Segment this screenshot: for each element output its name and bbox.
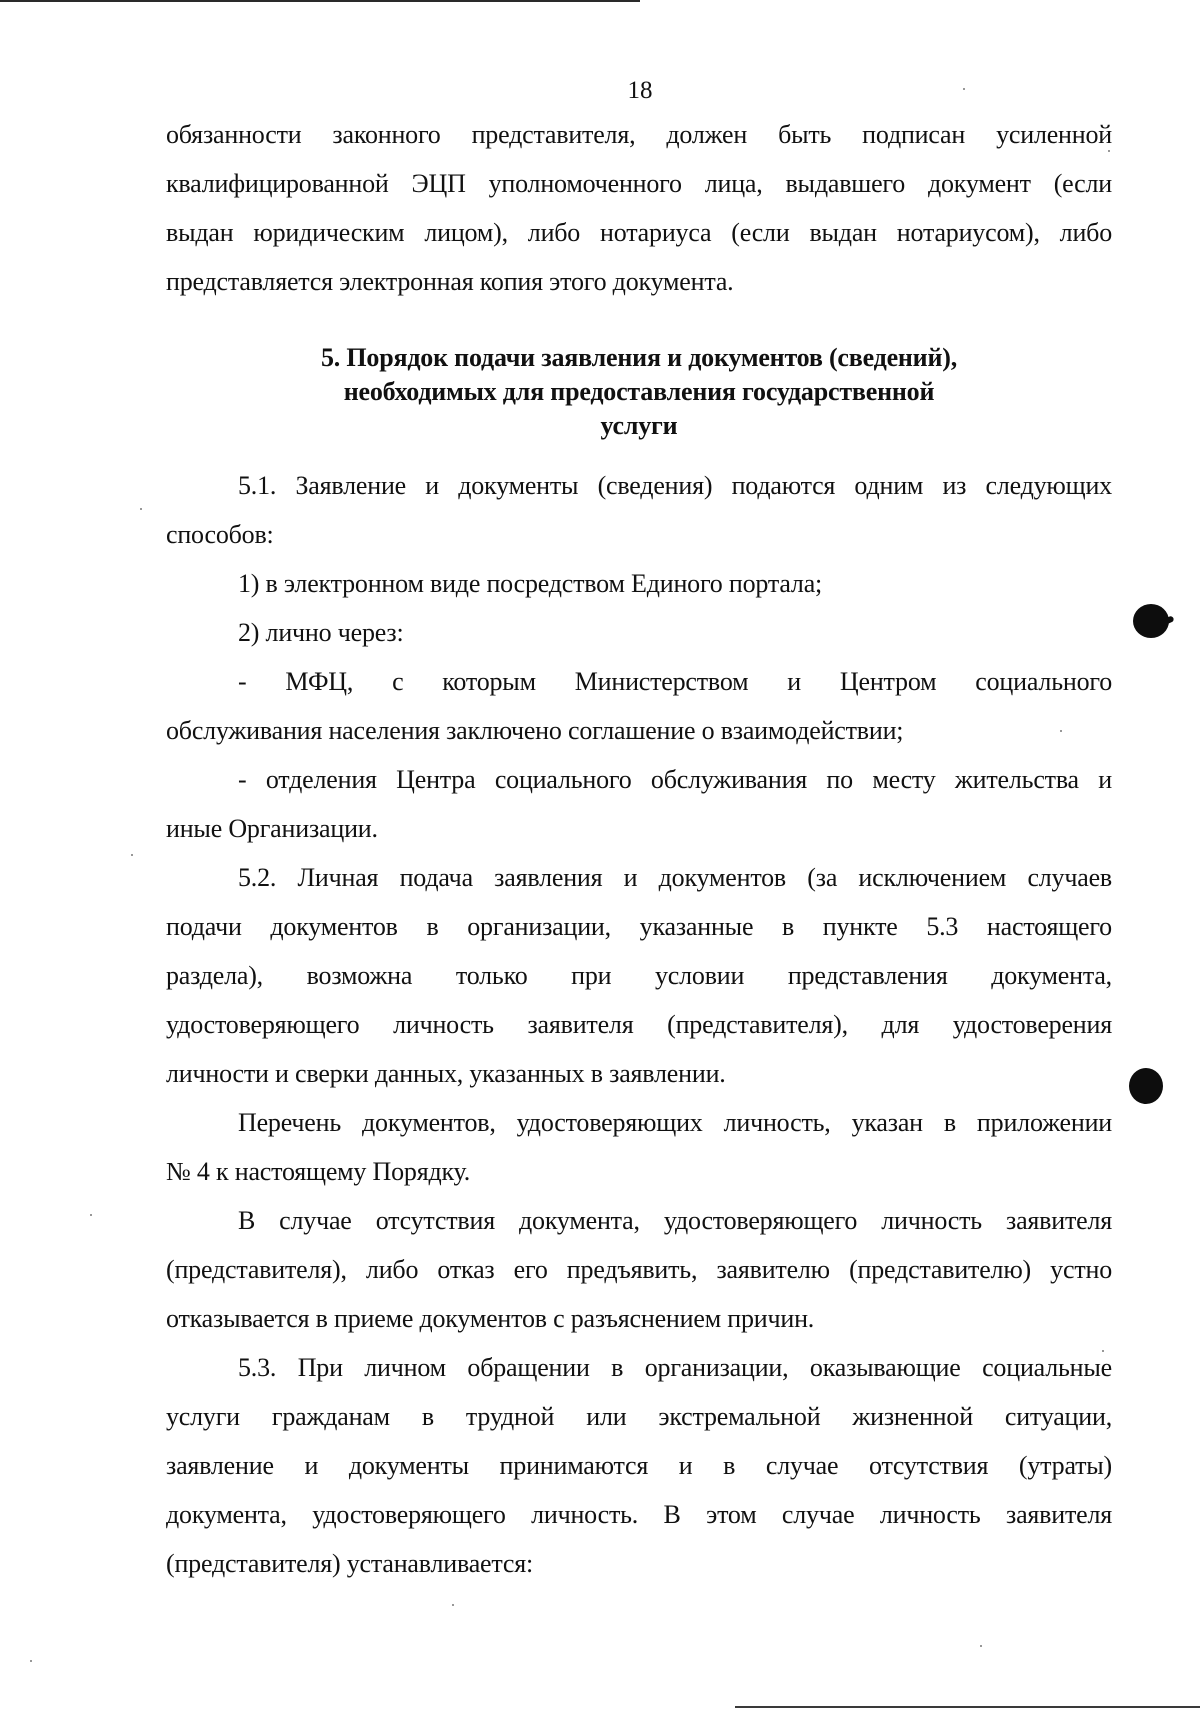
text-line: представляется электронная копия этого документа. [166, 267, 734, 296]
scan-speck [963, 88, 965, 90]
paragraph-absence-line: отказывается в приеме документов с разъяснением причин. [166, 1304, 815, 1333]
scan-speck [980, 1645, 982, 1647]
punch-hole-blot [1129, 1068, 1163, 1104]
paragraph-5-2-line: 5.2. Личная подача заявления и документов (за исключением случаев [238, 863, 1112, 892]
heading-line: 5. Порядок подачи заявления и документов (сведений), [320, 343, 958, 372]
list-item-centers-line: - отделения Центра социального обслуживания по месту жительства и [238, 765, 1112, 794]
text-line: выдан юридическим лицом), либо нотариуса (если выдан нотариусом), либо [166, 218, 1112, 247]
text-line: квалифицированной ЭЦП уполномоченного лица, выдавшего документ (если [166, 169, 1112, 198]
list-item-mfc-line: - МФЦ, с которым Министерством и Центром социального [238, 667, 1112, 696]
paragraph-5-2-line: раздела), возможна только при условии представления документа, [166, 961, 1112, 990]
paragraph-id-list-line: Перечень документов, удостоверяющих личность, указан в приложении [238, 1108, 1112, 1137]
text-line: обязанности законного представителя, должен быть подписан усиленной [166, 120, 1112, 149]
list-item-mfc-line: обслуживания населения заключено соглашение о взаимодействии; [166, 716, 904, 745]
paragraph-5-3-line: 5.3. При личном обращении в организации, оказывающие социальные [238, 1353, 1112, 1382]
paragraph-5-3-line: документа, удостоверяющего личность. В этом случае личность заявителя [166, 1500, 1112, 1529]
section-heading [166, 341, 1112, 443]
scan-speck [30, 1660, 32, 1662]
heading-line: необходимых для предоставления государственной [343, 377, 935, 406]
paragraph-absence-line: (представителя), либо отказ его предъявить, заявителю (представителю) устно [166, 1255, 1112, 1284]
intro-paragraph [166, 110, 1112, 306]
scan-speck [131, 854, 133, 856]
paragraph-5-2-line: подачи документов в организации, указанные в пункте 5.3 настоящего [166, 912, 1112, 941]
scan-edge-bottom [735, 1706, 1200, 1708]
page-number: 18 [627, 77, 653, 104]
list-item-centers-line: иные Организации. [166, 814, 378, 843]
scan-speck [1102, 1350, 1104, 1352]
paragraph-5-3-line: (представителя) устанавливается: [166, 1549, 533, 1578]
body-text [166, 461, 1112, 1588]
paragraph-5-1-line: способов: [166, 520, 274, 549]
scan-speck [90, 1214, 92, 1216]
scan-edge-top [0, 0, 640, 2]
paragraph-5-2-line: личности и сверки данных, указанных в заявлении. [166, 1059, 726, 1088]
heading-line: услуги [600, 411, 678, 440]
scan-speck [1108, 150, 1110, 152]
list-item-in-person: 2) лично через: [238, 618, 404, 647]
scan-speck [1060, 730, 1062, 732]
paragraph-5-1-line: 5.1. Заявление и документы (сведения) подаются одним из следующих [238, 471, 1112, 500]
paragraph-5-3-line: заявление и документы принимаются и в случае отсутствия (утраты) [166, 1451, 1112, 1480]
paragraph-absence-line: В случае отсутствия документа, удостоверяющего личность заявителя [238, 1206, 1112, 1235]
scan-speck [140, 508, 142, 510]
scan-speck [452, 1604, 454, 1606]
paragraph-5-3-line: услуги гражданам в трудной или экстремальной жизненной ситуации, [166, 1402, 1112, 1431]
list-item-electronic: 1) в электронном виде посредством Единого портала; [238, 569, 823, 598]
paragraph-id-list-line: № 4 к настоящему Порядку. [166, 1157, 471, 1186]
paragraph-5-2-line: удостоверяющего личность заявителя (представителя), для удостоверения [166, 1010, 1112, 1039]
